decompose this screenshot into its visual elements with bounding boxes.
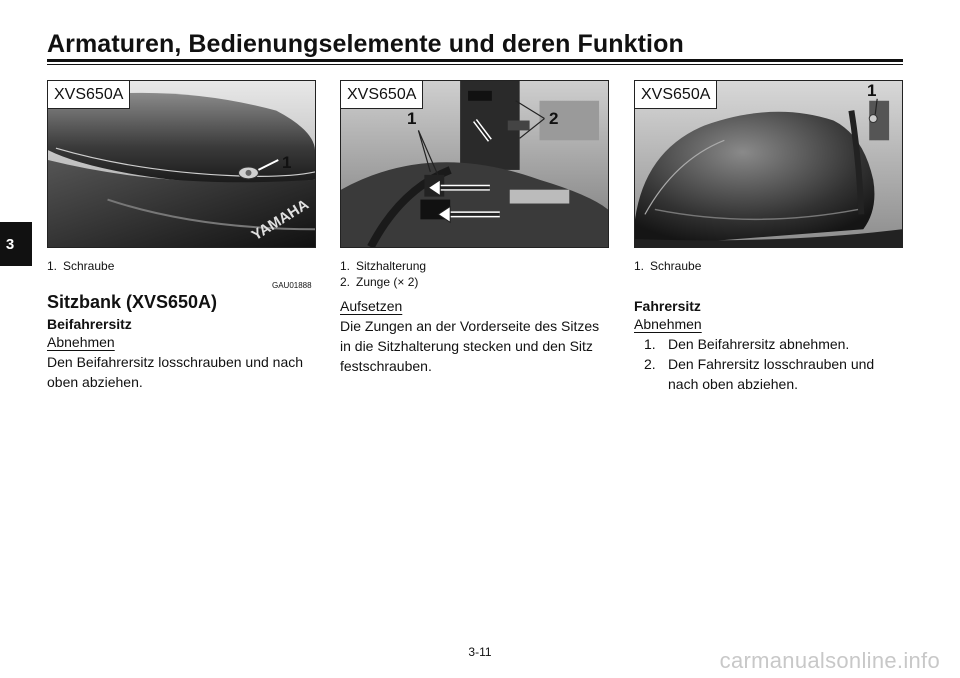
callout-1: 1 bbox=[282, 153, 292, 172]
figure-caption: 1. Schraube bbox=[47, 259, 115, 273]
step-item: 2. Den Fahrersitz losschrauben und nach oben abziehen. bbox=[644, 356, 875, 392]
figure-model-tag: XVS650A bbox=[48, 81, 130, 109]
procedure-heading: Abnehmen bbox=[634, 316, 702, 332]
reference-code: GAU01888 bbox=[272, 281, 312, 290]
figure-caption: 1. Sitzhalterung 2. Zunge (× 2) bbox=[340, 259, 427, 289]
watermark: carmanualsonline.info bbox=[719, 648, 940, 673]
figure-passenger-seat bbox=[47, 80, 316, 248]
subsection-title: Fahrersitz bbox=[634, 298, 701, 314]
title-rule-thin bbox=[47, 64, 903, 65]
figure-model-tag: XVS650A bbox=[341, 81, 423, 109]
callout-2: 2 bbox=[549, 109, 559, 128]
section-title: Sitzbank (XVS650A) bbox=[47, 292, 218, 312]
figure-caption: 1. Schraube bbox=[634, 259, 702, 273]
figure-model-tag: XVS650A bbox=[635, 81, 717, 109]
svg-text:YAMAHA: YAMAHA bbox=[249, 196, 312, 245]
callout-1: 1 bbox=[867, 81, 877, 100]
page-number: 3-11 bbox=[468, 645, 492, 659]
page-title: Armaturen, Bedienungselemente und deren Funktion bbox=[47, 30, 684, 58]
procedure-heading: Aufsetzen bbox=[340, 298, 403, 314]
chapter-tab: 3 bbox=[0, 222, 32, 266]
subsection-title: Beifahrersitz bbox=[47, 316, 132, 332]
step-item: 1. Den Beifahrersitz abnehmen. bbox=[644, 336, 850, 352]
callout-1: 1 bbox=[407, 109, 417, 128]
title-rule bbox=[47, 59, 903, 62]
body-text: Die Zungen an der Vorderseite des Sitzes in die Sitzhalterung stecken und den Sitz festschrauben. bbox=[340, 318, 600, 374]
figure-seat-holder bbox=[340, 80, 609, 248]
figure-rider-seat bbox=[634, 80, 903, 248]
procedure-heading: Abnehmen bbox=[47, 334, 115, 350]
body-text: Den Beifahrersitz losschrauben und nach oben abziehen. bbox=[47, 354, 304, 390]
